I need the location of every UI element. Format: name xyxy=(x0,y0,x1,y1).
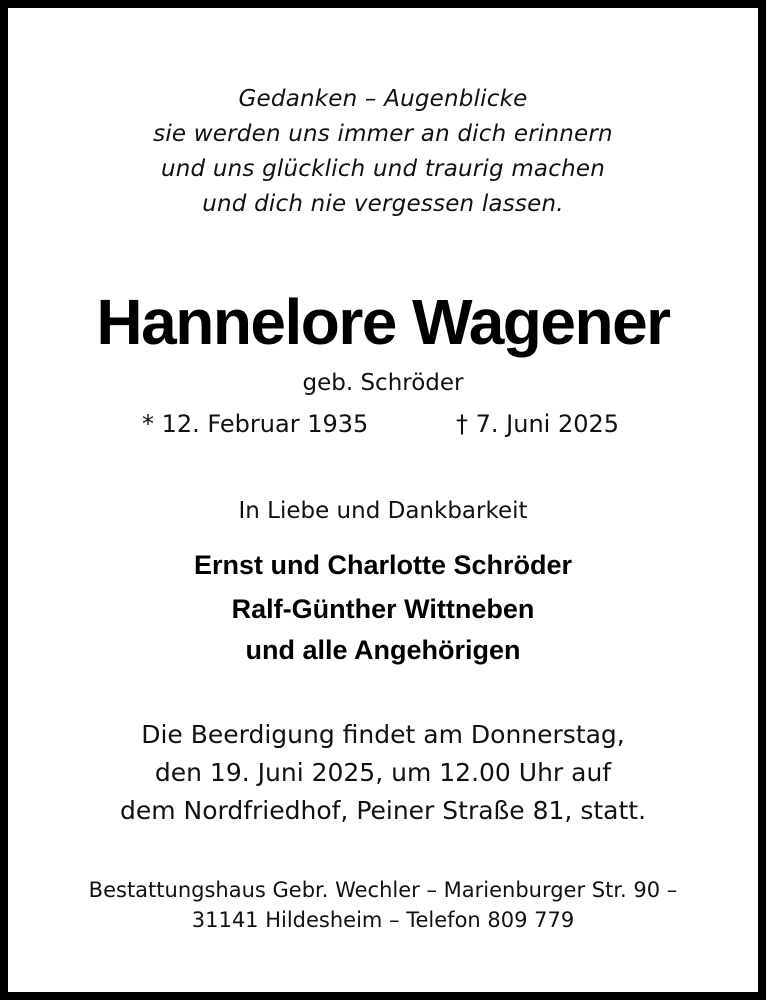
poem-line-3: und uns glücklich und traurig machen xyxy=(161,156,605,182)
death-date: † 7. Juni 2025 xyxy=(456,410,620,438)
poem-line-2: sie werden uns immer an dich erinnern xyxy=(153,121,613,147)
mourner-line-2: Ralf-Günther Wittneben xyxy=(231,594,535,624)
deceased-name: Hannelore Wagener xyxy=(96,286,670,358)
mourner-line-1: Ernst und Charlotte Schröder xyxy=(193,550,573,580)
poem-line-4: und dich nie vergessen lassen. xyxy=(202,191,564,217)
poem-line-1: Gedanken – Augenblicke xyxy=(238,86,528,112)
dedication: In Liebe und Dankbarkeit xyxy=(238,498,528,524)
funeral-line-1: Die Beerdigung findet am Donnerstag, xyxy=(141,720,625,749)
mourner-line-3: und alle Angehörigen xyxy=(245,635,521,665)
funeral-home-line-1: Bestattungshaus Gebr. Wechler – Marienburger Str. 90 – xyxy=(88,878,678,902)
birth-date: * 12. Februar 1935 xyxy=(142,410,369,438)
funeral-line-3: dem Nordfriedhof, Peiner Straße 81, statt. xyxy=(119,796,647,825)
maiden-name: geb. Schröder xyxy=(302,370,464,396)
funeral-home-line-2: 31141 Hildesheim – Telefon 809 779 xyxy=(191,908,575,932)
funeral-line-2: den 19. Juni 2025, um 12.00 Uhr auf xyxy=(154,758,612,787)
